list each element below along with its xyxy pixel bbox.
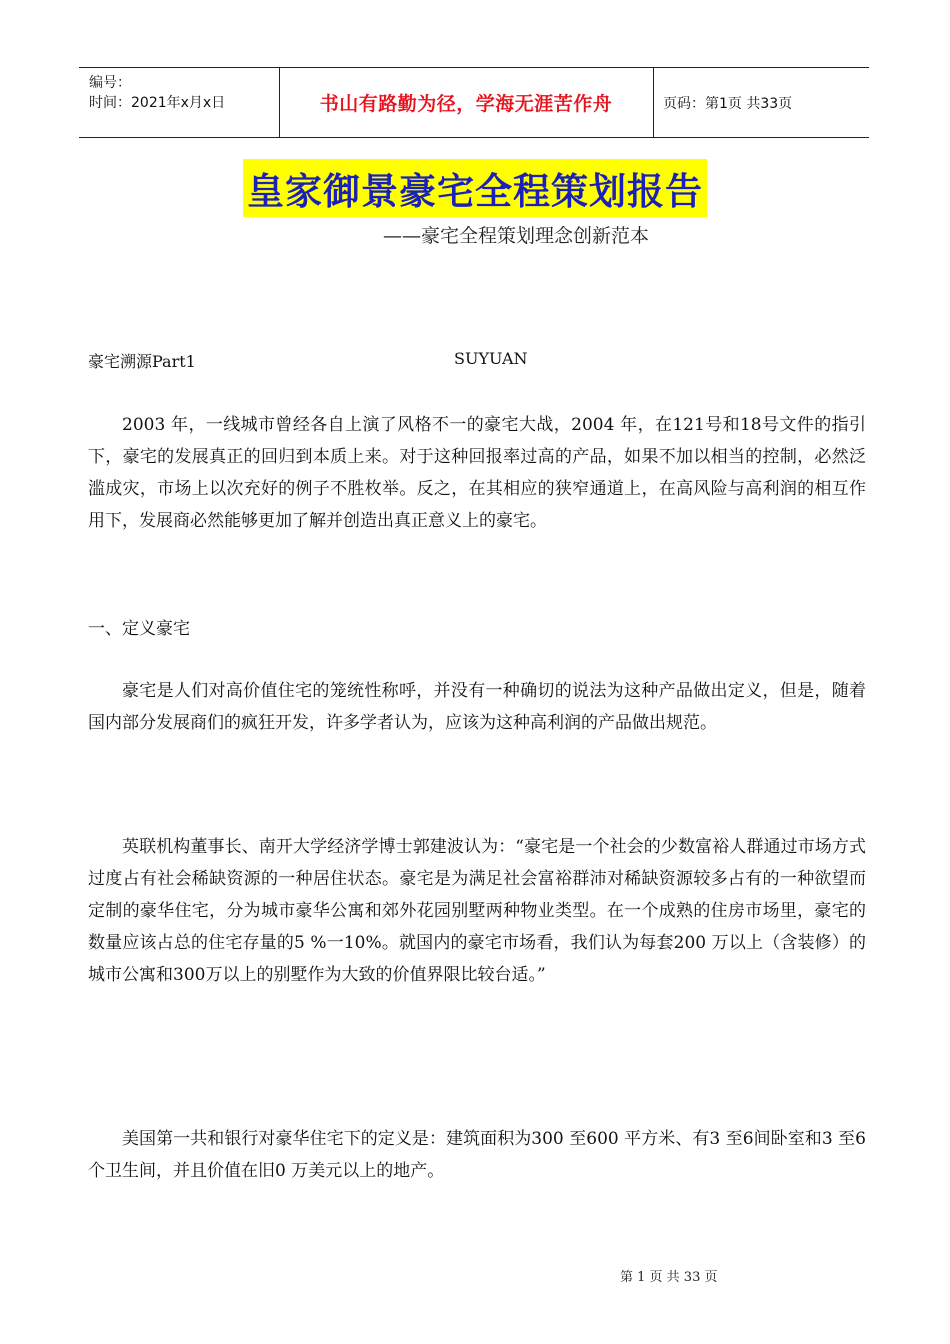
page-header <box>79 67 869 138</box>
header-meta-cell <box>79 68 280 137</box>
paragraph-1: 2003 年，一线城市曾经各自上演了风格不一的豪宅大战，2004 年，在121号和18号文件的指引下，豪宅的发展真正的回归到本质上来。对于这种回报率过高的产品，如果不加以相当的控制，必然泛滥成灾，市场上以次充好的例子不胜枚举。反之，在其相应的狭窄通道上，在高风险与高利润的相互作用下，发展商必然能够更加了解并创造出真正意义上的豪宅。 <box>88 415 866 531</box>
paragraph-2: 豪宅是人们对高价值住宅的笼统性称呼，并没有一种确切的说法为这种产品做出定义，但是，随着国内部分发展商们的疯狂开发，许多学者认为，应该为这种高利润的产品做出规范。 <box>88 681 866 733</box>
document-title: 皇家御景豪宅全程策划报告 <box>243 159 707 217</box>
paragraph-3: 英联机构董事长、南开大学经济学博士郭建波认为：“豪宅是一个社会的少数富裕人群通过市场方式过度占有社会稀缺资源的一种居住状态。豪宅是为满足社会富裕群沛对稀缺资源较多占有的一种欲望而定制的豪华住宅，分为城市豪华公寓和郊外花园别墅两种物业类型。在一个成熟的住房市场里，豪宅的数量应该占总的住宅存量的5 %一10%。就国内的豪宅市场看，我们认为每套200 万以上（含装修）的城市公寓和300万以上的别墅作为大致的价值界限比较台适。” <box>88 837 866 985</box>
serial-number-label: 编号： <box>89 75 131 91</box>
section-label: 豪宅溯源Part1 <box>88 352 196 371</box>
motto-text: 书山有路勤为径，学海无涯苦作舟 <box>319 93 613 115</box>
paragraph-4: 美国第一共和银行对豪华住宅下的定义是：建筑面积为300 至600 平方米、有3 至6间卧室和3 至6 个卫生间，并且价值在旧0 万美元以上的地产。 <box>88 1129 866 1181</box>
section-label-english: SUYUAN <box>454 349 528 368</box>
section-label-row <box>88 349 868 372</box>
date-label: 时间：2021年x月x日 <box>89 95 226 111</box>
document-subtitle: ——豪宅全程策划理念创新范本 <box>383 225 650 247</box>
title-wrapper <box>0 159 950 217</box>
heading-define-luxury-house: 一、定义豪宅 <box>88 619 190 639</box>
header-page-info: 页码：第1页 共33页 <box>663 95 793 112</box>
header-motto-cell <box>279 68 654 137</box>
page-footer: 第 1 页 共 33 页 <box>620 1270 718 1285</box>
